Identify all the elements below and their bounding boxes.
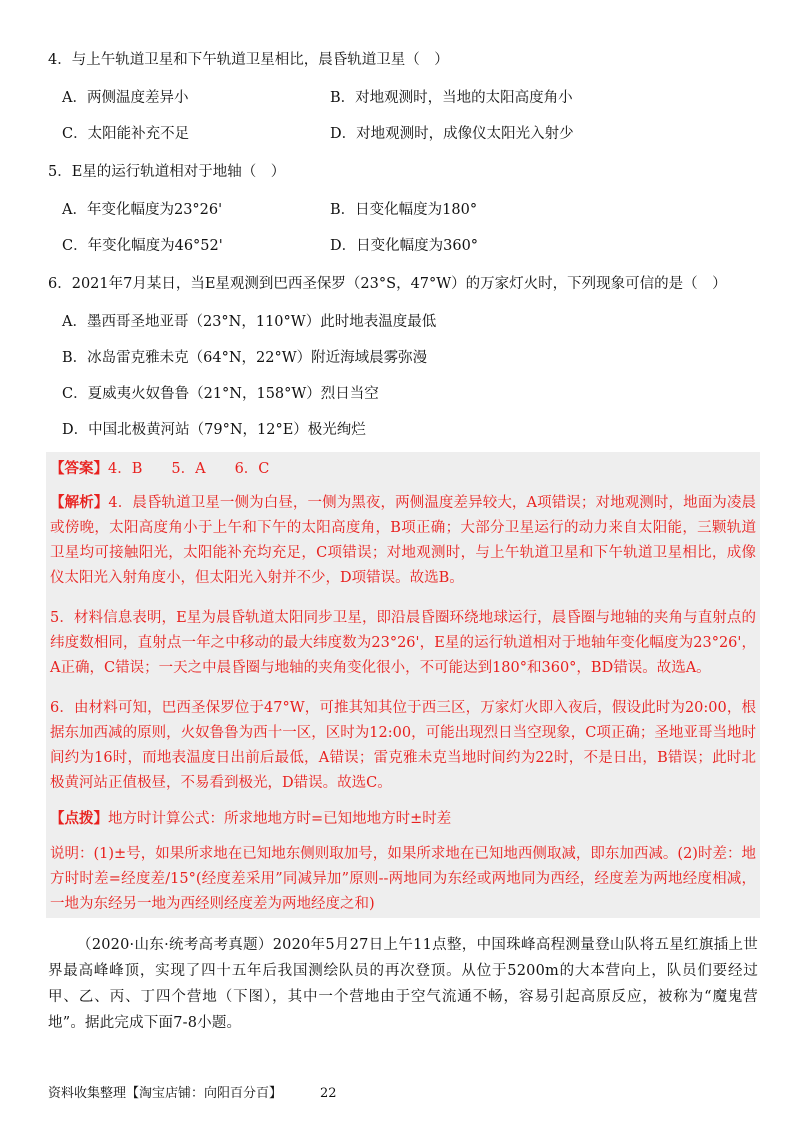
question-6-option-b: B．冰岛雷克雅未克（64°N，22°W）附近海域晨雾弥漫 [62, 350, 428, 366]
analysis-q4-text: 4．晨昏轨道卫星一侧为白昼，一侧为黑夜，两侧温度差异较大，A项错误；对地观测时，地面为凌晨或傍晚，太阳高度角小于上午和下午的太阳高度角，B项正确；大部分卫星运行的动力来自太阳能，三颗轨道卫星均可接触阳光，太阳能补充均充足，C项错误；对地观测时，与上午轨道卫星和下午轨道卫星相比，成像仪太阳光入射角度小，但太阳光入射并不少，D项错误。故选B。 [50, 495, 756, 586]
question-4-option-b: B．对地观测时，当地的太阳高度角小 [330, 90, 573, 106]
question-6-option-c: C．夏威夷火奴鲁鲁（21°N，158°W）烈日当空 [62, 386, 379, 402]
question-5-option-a: A．年变化幅度为23°26' [62, 202, 223, 218]
question-5-option-c: C．年变化幅度为46°52' [62, 238, 223, 254]
question-5-option-b: B．日变化幅度为180° [330, 202, 478, 218]
question-4-option-a: A．两侧温度差异小 [62, 90, 189, 106]
analysis-tag: 【解析】 [50, 494, 109, 511]
question-6-stem: 6．2021年7月某日，当E星观测到巴西圣保罗（23°S，47°W）的万家灯火时，下列现象可信的是（ ） [48, 276, 727, 292]
answer-tag: 【答案】 [50, 460, 108, 477]
question-5-option-d: D．日变化幅度为360° [330, 238, 479, 254]
tip-line [50, 806, 756, 832]
tip-note: 说明：(1)±号，如果所求地在已知地东侧则取加号，如果所求地在已知地西侧取减，即东加西减。(2)时差：地方时时差=经度差/15°(经度差采用”同减异加”原则--两地同为东经或两地同为西经，经度差为两地经度相减，一地为东经另一地为西经则经度差为两地经度之和) [50, 846, 756, 912]
page-number: 22 [320, 1086, 337, 1101]
tip-text: 地方时计算公式：所求地地方时=已知地地方时±时差 [108, 811, 452, 827]
question-5-stem: 5．E星的运行轨道相对于地轴（ ） [48, 164, 286, 180]
answer-text: 4．B 5．A 6．C [108, 461, 270, 477]
question-6-option-d: D．中国北极黄河站（79°N，12°E）极光绚烂 [62, 422, 366, 438]
page-footer [48, 1085, 337, 1103]
analysis-q5: 5．材料信息表明，E星为晨昏轨道太阳同步卫星，即沿晨昏圈环绕地球运行，晨昏圈与地轴的夹角与直射点的纬度数相同，直射点一年之中移动的最大纬度数为23°26'，E星的运行轨道相对于地轴年变化幅度为23°26'，A正确，C错误；一天之中晨昏圈与地轴的夹角变化很小，不可能达到180°和360°，BD错误。故选A。 [50, 610, 756, 676]
question-6-option-a: A．墨西哥圣地亚哥（23°N，110°W）此时地表温度最低 [62, 314, 437, 330]
question-4-option-c: C．太阳能补充不足 [62, 126, 190, 142]
footer-source: 资料收集整理【淘宝店铺：向阳百分百】 [48, 1086, 283, 1101]
answer-line [50, 456, 756, 482]
tip-tag: 【点拨】 [50, 810, 108, 827]
analysis-q4 [50, 490, 756, 591]
question-4-option-d: D．对地观测时，成像仪太阳光入射少 [330, 126, 574, 142]
analysis-q6: 6．由材料可知，巴西圣保罗位于47°W，可推其知其位于西三区，万家灯火即入夜后，假设此时为20:00，根据东加西减的原则，火奴鲁鲁为西十一区，区时为12:00，可能出现烈日当空现象，C项正确；圣地亚哥当地时间约为16时，而地表温度日出前后最低，A错误；雷克雅未克当地时间约为22时，不是日出，B错误；此时北极黄河站正值极昼，不易看到极光，D错误。故选C。 [50, 700, 756, 791]
question-4-stem: 4．与上午轨道卫星和下午轨道卫星相比，晨昏轨道卫星（ ） [48, 52, 449, 68]
material-intro: （2020·山东·统考高考真题）2020年5月27日上午11点整，中国珠峰高程测量登山队将五星红旗插上世界最高峰峰顶，实现了四十五年后我国测绘队员的再次登顶。从位于5200m的大本营向上，队员们要经过甲、乙、丙、丁四个营地（下图），其中一个营地由于空气流通不畅，容易引起高原反应，被称为“魔鬼营地”。据此完成下面7-8小题。 [48, 937, 758, 1031]
